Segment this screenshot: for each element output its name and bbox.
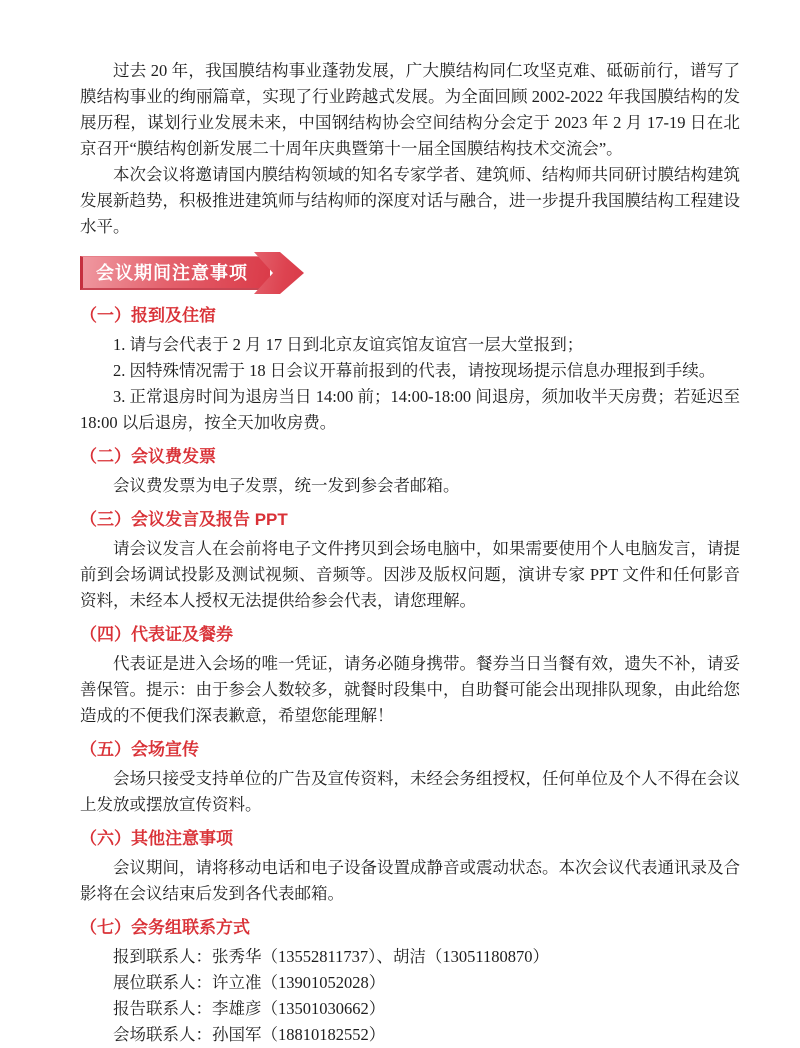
section-paragraph: 会场只接受支持单位的广告及宣传资料，未经会务组授权，任何单位及个人不得在会议上发放或摆放宣传资料。 xyxy=(80,769,740,814)
intro-paragraph: 过去 20 年，我国膜结构事业蓬勃发展，广大膜结构同仁攻坚克难、砥砺前行，谱写了膜结构事业的绚丽篇章，实现了行业跨越式发展。为全面回顾 2002-2022 年我国膜结构的发展历程，谋划行业发展未来，中国钢结构协会空间结构分会定于 2023 年 2 月 17-19 日在北京召开“膜结构创新发展二十周年庆典暨第十一届全国膜结构技术交流会”。 xyxy=(80,61,740,158)
section-paragraph: 请会议发言人在会前将电子文件拷贝到会场电脑中，如果需要使用个人电脑发言，请提前到会场调试投影及测试视频、音频等。因涉及版权问题，演讲专家 PPT 文件和任何影音资料，未经本人授权无法提供给参会代表，请您理解。 xyxy=(80,539,740,610)
section-heading: （三）会议发言及报告 PPT xyxy=(80,510,288,529)
section-paragraph: 代表证是进入会场的唯一凭证，请务必随身携带。餐券当日当餐有效，遗失不补，请妥善保管。提示：由于参会人数较多，就餐时段集中，自助餐可能会出现排队现象，由此给您造成的不便我们深表歉意，希望您能理解！ xyxy=(80,654,740,725)
section-paragraph: 会议期间，请将移动电话和电子设备设置成静音或震动状态。本次会议代表通讯录及合影将在会议结束后发到各代表邮箱。 xyxy=(80,858,740,903)
section-heading: （五）会场宣传 xyxy=(80,740,199,759)
section-invoice xyxy=(80,444,740,499)
contact-line: 会场联系人：孙国军（18810182552） xyxy=(113,1025,386,1044)
section-heading: （二）会议费发票 xyxy=(80,447,216,466)
section-heading: （七）会务组联系方式 xyxy=(80,918,250,937)
contact-line: 报到联系人：张秀华（13552811737）、胡洁（13051180870） xyxy=(113,947,550,966)
contact-line: 报告联系人：李雄彦（13501030662） xyxy=(113,999,386,1018)
notice-banner-label: 会议期间注意事项 xyxy=(80,256,270,290)
section-speech-ppt xyxy=(80,507,740,614)
section-item: 3. 正常退房时间为退房当日 14:00 前；14:00-18:00 间退房，须加收半天房费；若延迟至 18:00 以后退房，按全天加收房费。 xyxy=(80,387,740,432)
section-heading: （一）报到及住宿 xyxy=(80,306,216,325)
section-paragraph: 会议费发票为电子发票，统一发到参会者邮箱。 xyxy=(113,476,460,495)
section-badge-meal xyxy=(80,622,740,729)
section-item: 1. 请与会代表于 2 月 17 日到北京友谊宾馆友谊宫一层大堂报到； xyxy=(113,335,584,354)
section-contacts xyxy=(80,915,740,1048)
section-heading: （六）其他注意事项 xyxy=(80,829,233,848)
intro-paragraph: 本次会议将邀请国内膜结构领域的知名专家学者、建筑师、结构师共同研讨膜结构建筑发展新趋势，积极推进建筑师与结构师的深度对话与融合，进一步提升我国膜结构工程建设水平。 xyxy=(80,165,740,236)
section-other-notes xyxy=(80,826,740,907)
section-item: 2. 因特殊情况需于 18 日会议开幕前报到的代表，请按现场提示信息办理报到手续。 xyxy=(113,361,716,380)
section-venue-promo xyxy=(80,737,740,818)
section-checkin-lodging xyxy=(80,303,740,436)
section-heading: （四）代表证及餐券 xyxy=(80,625,233,644)
notice-banner xyxy=(80,252,740,294)
contact-line: 展位联系人：许立准（13901052028） xyxy=(113,973,386,992)
